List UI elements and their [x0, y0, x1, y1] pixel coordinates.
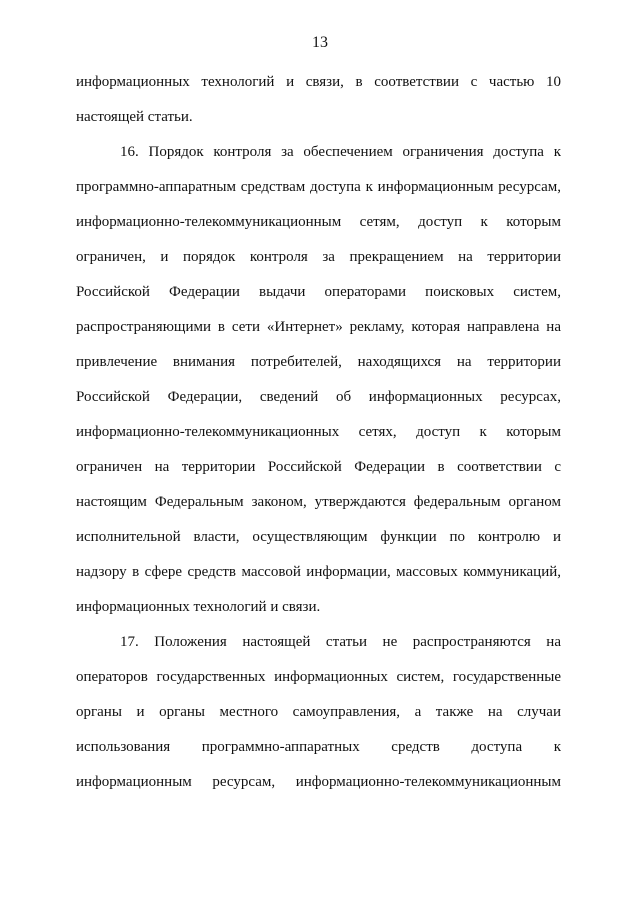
paragraph-16-line-10: ограничен на территории Российской Федерации в соответствии с [76, 459, 561, 475]
paragraph-16-line-6: распространяющими в сети «Интернет» рекламу, которая направлена на [76, 319, 561, 335]
paragraph-16-line-4: ограничен, и порядок контроля за прекращением на территории [76, 249, 561, 265]
paragraph-16-line-9: информационно-телекоммуникационных сетях, доступ к которым [76, 424, 561, 440]
paragraph-16-line-1: 16. Порядок контроля за обеспечением ограничения доступа к [120, 144, 561, 160]
paragraph-17-line-3: органы и органы местного самоуправления, а также на случаи [76, 704, 561, 720]
paragraph-16-line-11: настоящим Федеральным законом, утверждаются федеральным органом [76, 494, 561, 510]
paragraph-16-line-8: Российской Федерации, сведений об информационных ресурсах, [76, 389, 561, 405]
paragraph-17-line-1: 17. Положения настоящей статьи не распространяются на [120, 634, 561, 650]
paragraph-16-line-13: надзору в сфере средств массовой информации, массовых коммуникаций, [76, 564, 561, 580]
paragraph-16-line-3: информационно-телекоммуникационным сетям, доступ к которым [76, 214, 561, 230]
paragraph-16-line-7: привлечение внимания потребителей, находящихся на территории [76, 354, 561, 370]
paragraph-17-line-2: операторов государственных информационных систем, государственные [76, 669, 561, 685]
body-line-2: настоящей статьи. [76, 109, 193, 125]
paragraph-16-line-14: информационных технологий и связи. [76, 599, 321, 615]
paragraph-16-line-2: программно-аппаратным средствам доступа к информационным ресурсам, [76, 179, 561, 195]
paragraph-16-line-12: исполнительной власти, осуществляющим функции по контролю и [76, 529, 561, 545]
body-line-1: информационных технологий и связи, в соответствии с частью 10 [76, 74, 561, 90]
paragraph-17-line-4: использования программно-аппаратных средств доступа к [76, 739, 561, 755]
page-number: 13 [312, 34, 328, 51]
paragraph-17-line-5: информационным ресурсам, информационно-телекоммуникационным [76, 774, 561, 790]
paragraph-16-line-5: Российской Федерации выдачи операторами поисковых систем, [76, 284, 561, 300]
